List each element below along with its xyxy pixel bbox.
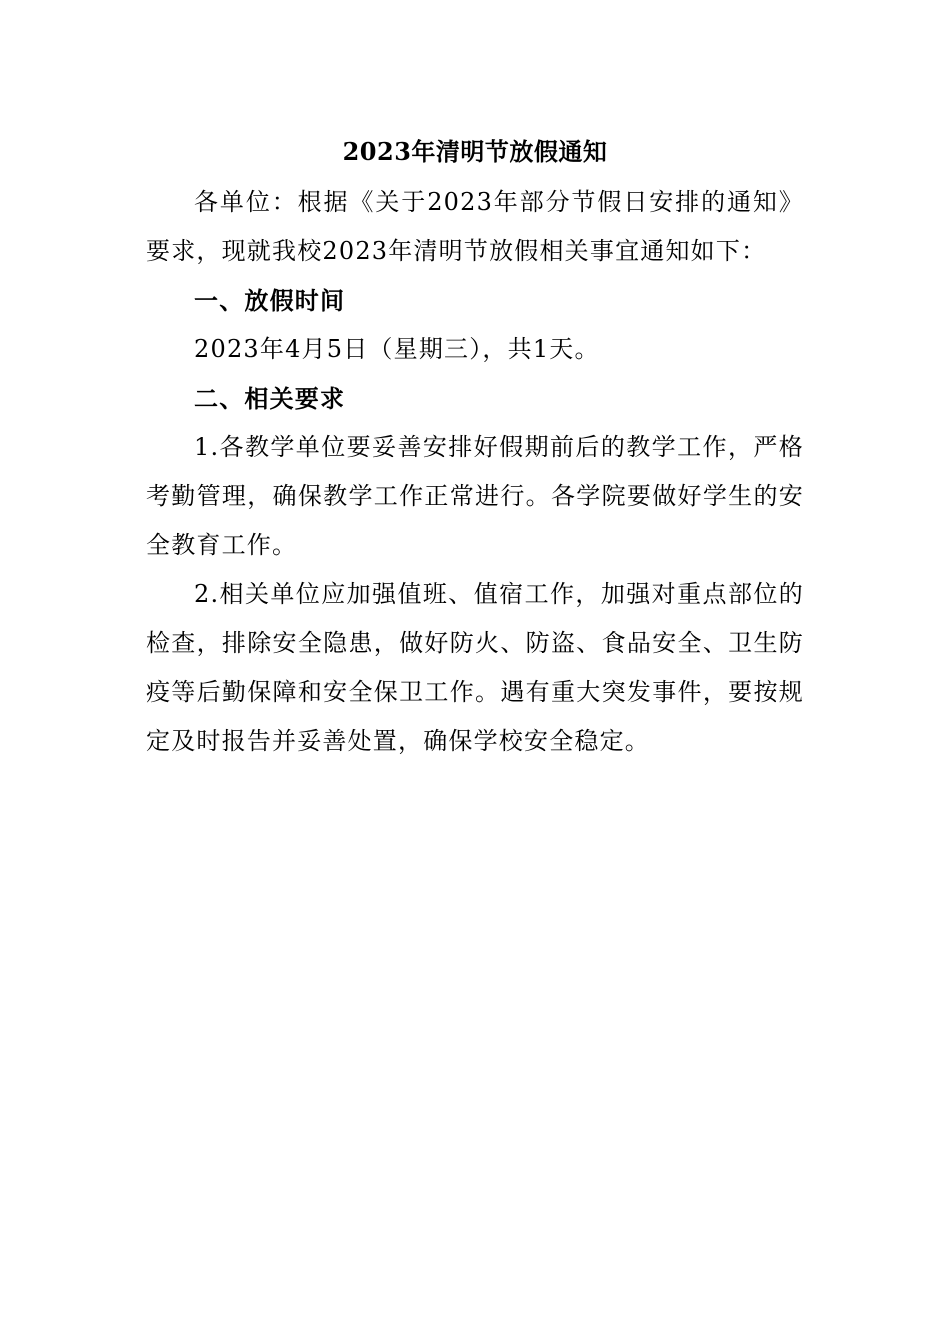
holiday-time-text: 2023年4月5日（星期三），共1天。 [194, 335, 600, 363]
requirement-item-1: 1.各教学单位要妥善安排好假期前后的教学工作，严格考勤管理，确保教学工作正常进行。各学院要做好学生的安全教育工作。 [146, 433, 804, 559]
requirement-item-2: 2.相关单位应加强值班、值宿工作，加强对重点部位的检查，排除安全隐患，做好防火、防盗、食品安全、卫生防疫等后勤保障和安全保卫工作。遇有重大突发事件，要按规定及时报告并妥善处置，确保学校安全稳定。 [146, 580, 804, 755]
document-title: 2023年清明节放假通知 [342, 137, 608, 166]
section-heading-holiday-time: 一、放假时间 [194, 286, 346, 315]
section-heading-requirements: 二、相关要求 [194, 384, 346, 413]
intro-paragraph: 各单位：根据《关于2023年部分节假日安排的通知》要求，现就我校2023年清明节放假相关事宜通知如下： [146, 188, 804, 265]
document-page [146, 128, 804, 766]
